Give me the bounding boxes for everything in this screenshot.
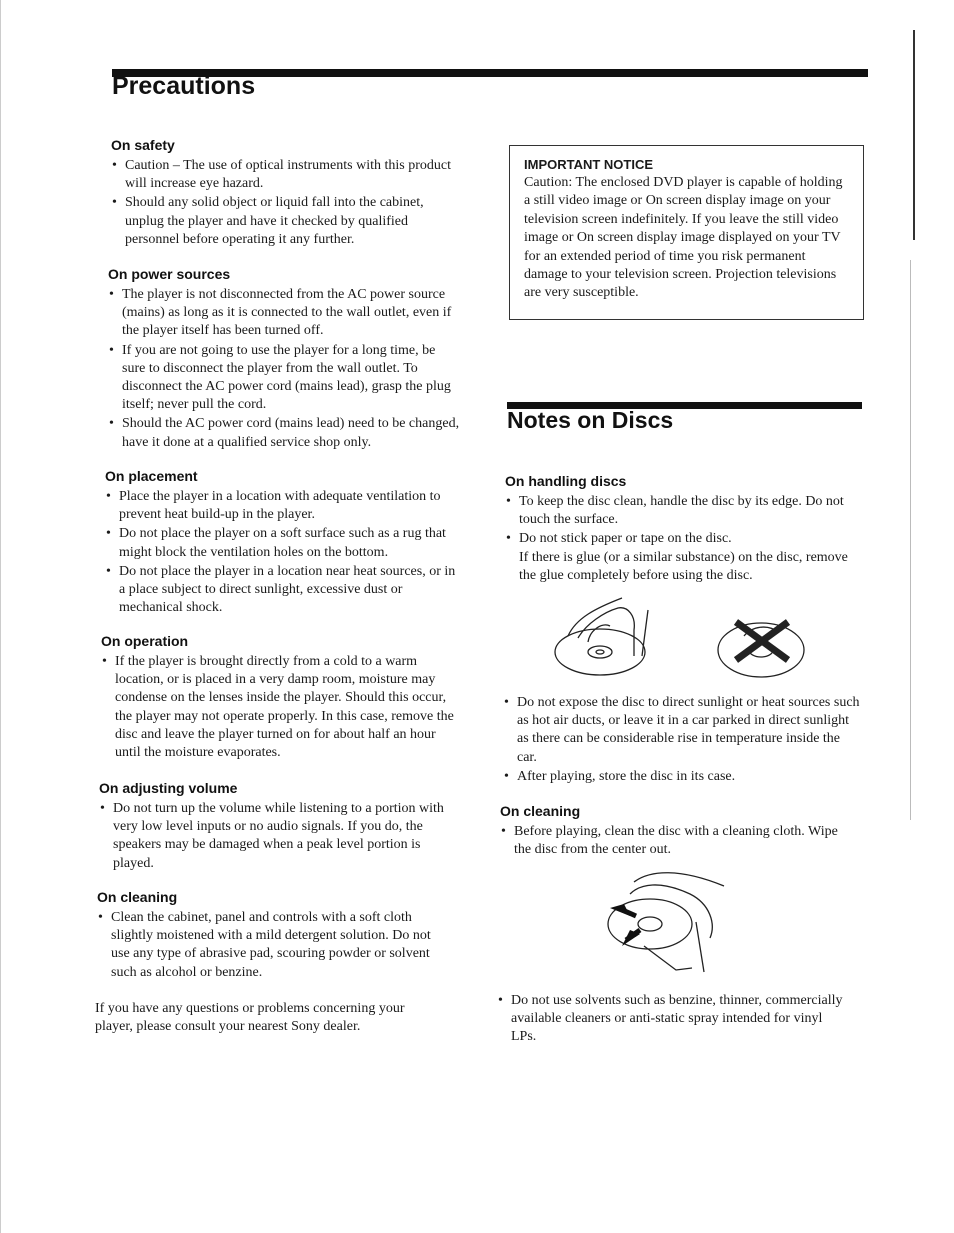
section-heading: On safety [111,137,175,153]
list-item: • Do not expose the disc to direct sunlight or heat sources such as hot air ducts, or leave it in a car parked in direct sunlight as there can be considerable rise in temperature inside the car. [503,694,860,767]
important-notice-box [509,145,864,320]
list-item: • To keep the disc clean, handle the disc by its edge. Do not touch the surface. [505,493,850,529]
precautions-title: Precautions [112,72,256,100]
section-cleaning-continued [497,992,847,1048]
correct-handling-disc [555,598,648,675]
list-item: • Place the player in a location with adequate ventilation to prevent heat build-up in the player. [105,488,457,524]
section-on-cleaning-cabinet [97,889,442,983]
section-on-placement [105,468,457,618]
list-item: • If you are not going to use the player for a long time, be sure to disconnect the player from the wall outlet. To disconnect the AC power cord (mains lead), grasp the plug itself; never pull the cord. [108,342,461,415]
section-heading: On cleaning [97,889,178,905]
list-item: • Before playing, clean the disc with a cleaning cloth. Wipe the disc from the center out. [500,823,845,859]
section-heading: On placement [105,468,198,484]
list-item: • Do not place the player on a soft surface such as a rug that might block the ventilation holes on the bottom. [105,525,457,561]
disc-cleaning-illustration [600,864,730,976]
notice-heading: IMPORTANT NOTICE [524,157,654,172]
section-heading: On adjusting volume [99,780,238,796]
closing-note: If you have any questions or problems concerning your player, please consult your nearest Sony dealer. [95,1001,405,1035]
section-handling-continued [503,694,860,787]
section-on-safety [111,137,456,250]
list-item: • Caution – The use of optical instruments with this product will increase eye hazard. [111,157,456,193]
list-item: • Do not place the player in a location near heat sources, or in a place subject to direct sunlight, excessive dust or mechanical shock. [105,563,457,618]
disc-handling-illustration [548,596,818,688]
list-item: • Should any solid object or liquid fall into the cabinet, unplug the player and have it checked by qualified personnel before operating it any further. [111,194,456,249]
list-item: • Clean the cabinet, panel and controls with a soft cloth slightly moistened with a mild detergent solution. Do not use any type of abrasive pad, scouring powder or solvent such as alcohol or benzine. [97,909,442,982]
incorrect-handling-disc [718,622,804,677]
scan-edge-line-lower [910,260,911,820]
scan-edge-line [913,30,915,240]
section-on-adjusting-volume [99,780,449,874]
section-heading: On cleaning [500,803,581,819]
list-item: • The player is not disconnected from the AC power source (mains) as long as it is connected to the wall outlet, even if the player itself has been turned off. [108,286,461,341]
section-heading: On handling discs [505,473,627,489]
list-item [505,530,850,585]
scan-left-edge [0,0,1,1233]
section-on-handling-discs [505,473,850,586]
discs-title: Notes on Discs [507,407,674,433]
section-on-cleaning-discs [500,803,845,860]
list-item-note: If there is glue (or a similar substance) on the disc, remove the glue completely before using the disc. [519,549,848,583]
section-heading: On operation [101,633,189,649]
list-item: • After playing, store the disc in its case. [503,768,860,786]
section-on-power-sources [108,266,461,453]
list-item-text: Do not stick paper or tape on the disc. [519,531,732,547]
section-heading: On power sources [108,266,231,282]
section-on-operation [101,633,457,763]
list-item: • Do not turn up the volume while listening to a portion with very low level inputs or no audio signals. If you do, the speakers may be damaged when a peak level portion is played. [99,800,449,873]
notice-body: Caution: The enclosed DVD player is capable of holding a still video image or On screen display image on your television screen indefinitely. If you leave the still video image or On screen display image displayed on your TV for an extended period of time you risk permanent damage to your television screen. Projection televisions are very susceptible. [524,175,843,301]
list-item: • If the player is brought directly from a cold to a warm location, or is placed in a very damp room, moisture may condense on the lenses inside the player. Should this occur, the player may not operate properly. In this case, remove the disc and leave the player turned on for about half an hour until the moisture evaporates. [101,653,457,762]
list-item: • Should the AC power cord (mains lead) need to be changed, have it done at a qualified service shop only. [108,415,461,451]
list-item: • Do not use solvents such as benzine, thinner, commercially available cleaners or anti-static spray intended for vinyl LPs. [497,992,847,1047]
